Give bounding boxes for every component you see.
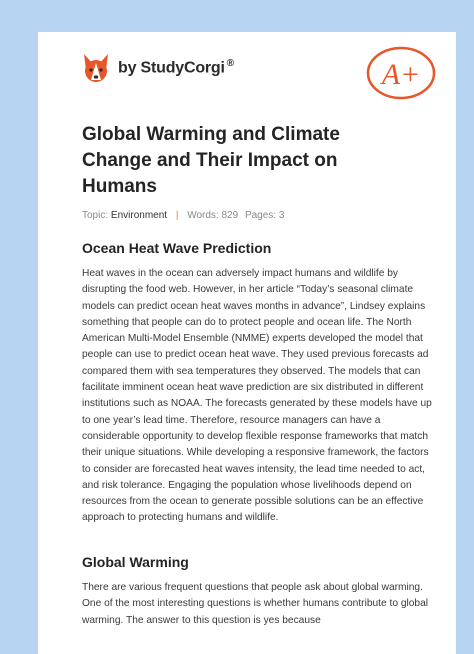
section-heading: Ocean Heat Wave Prediction bbox=[82, 240, 272, 256]
page-title: Global Warming and Climate Change and Their Impact on Humans bbox=[82, 124, 340, 197]
topic-label: Topic: bbox=[82, 210, 109, 221]
page-count: Pages: 3 bbox=[244, 210, 285, 221]
meta-separator: | bbox=[175, 210, 179, 221]
section-body: Heat waves in the ocean can adversely impact humans and wildlife by disrupting the food web. However, in her article “Today’s seasonal climate models can predict ocean heat waves months in advance”, Lindsey explains something that people can do to protect people and ocean life. The North American Multi-Model Ensemble (NMME) experts developed the model that people can use to predict ocean heat wave. They used previous forecasts ad compared them with sea temperatures they observed. The models that can facilitate imminent ocean heat wave prediction are six distributed in different institutions such as NOAA. The forecasts generated by these models have up to one year’s lead time. Therefore, resource managers can have a considerable opportunity to develop flexible response frameworks that match their unique situations. While developing a responsive framework, the factors to consider are forecasted heat waves intensity, the lead time needed to act, and risk tolerance. Engaging the population whose livelihoods depend on resources from the ocean to generate possible solutions can be an effective approach to protecting humans and wildlife. bbox=[82, 268, 432, 524]
brand-name: by StudyCorgi ® bbox=[118, 58, 234, 77]
grade-badge-text: A+ bbox=[381, 58, 421, 91]
brand-header[interactable] bbox=[82, 52, 234, 84]
topic-link[interactable]: Environment bbox=[110, 210, 168, 221]
document-meta bbox=[82, 210, 284, 221]
word-count: Words: 829 bbox=[187, 210, 239, 221]
section-heading: Global Warming bbox=[82, 554, 189, 570]
section-body: There are various frequent questions that people ask about global warming. One of the most interesting questions is whether humans contribute to global warming. The answer to this question is yes because bbox=[82, 582, 429, 626]
grade-badge-icon bbox=[364, 42, 438, 102]
document-page bbox=[38, 32, 456, 654]
corgi-logo-icon bbox=[82, 52, 110, 84]
